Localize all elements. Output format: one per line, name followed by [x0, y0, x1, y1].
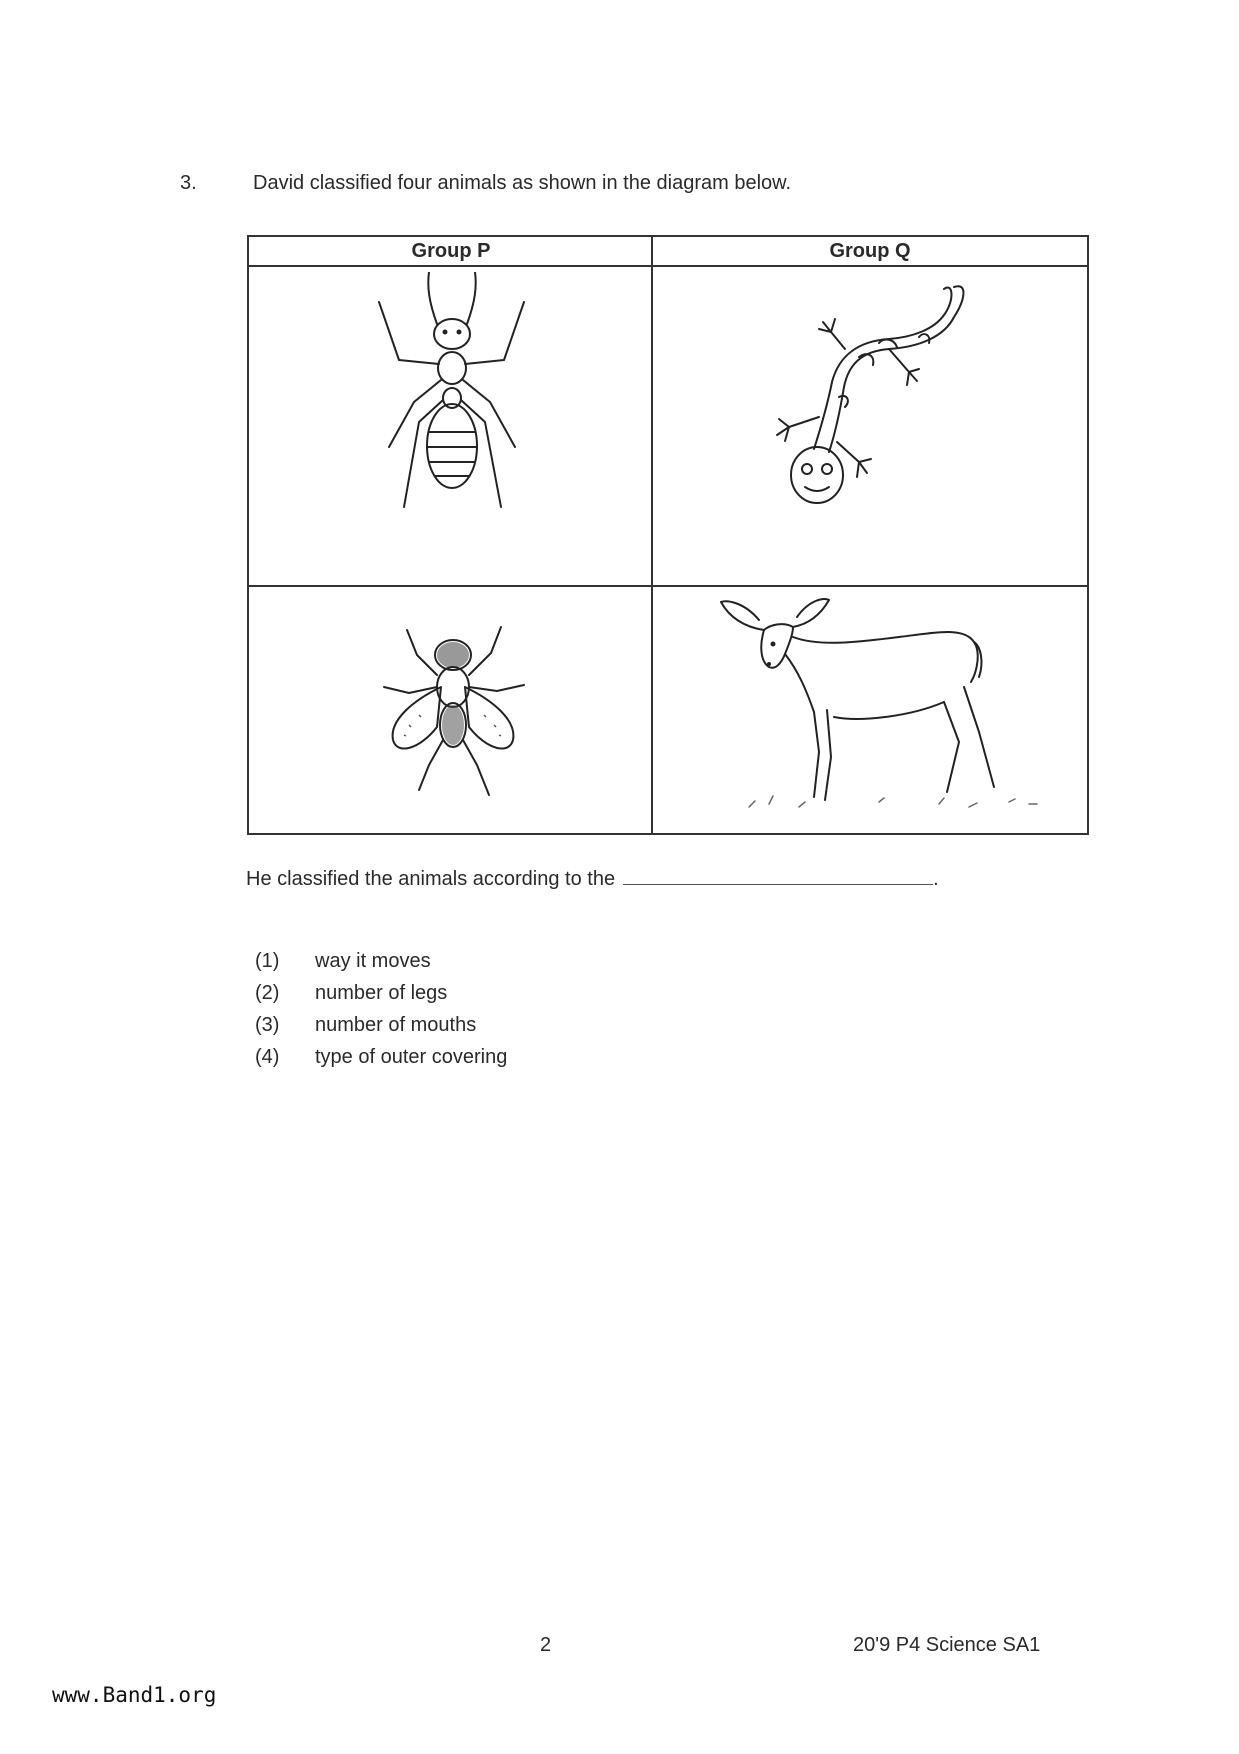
option-text: type of outer covering — [315, 1046, 508, 1068]
group-q-header: Group Q — [653, 237, 1087, 267]
ant-icon — [369, 272, 539, 512]
fly-cell — [379, 615, 529, 820]
fly-icon — [379, 615, 529, 815]
options-list — [255, 945, 507, 1073]
question-stem — [246, 868, 939, 891]
answer-blank — [623, 870, 933, 885]
option-text: number of mouths — [315, 1014, 477, 1036]
option-4 — [255, 1041, 507, 1073]
deer-cell — [709, 592, 1059, 832]
option-3 — [255, 1009, 507, 1041]
option-text: number of legs — [315, 982, 448, 1004]
ant-cell — [369, 272, 539, 517]
option-number: (4) — [255, 1046, 280, 1068]
salamander-cell — [759, 277, 979, 522]
option-text: way it moves — [315, 950, 431, 972]
page-number: 2 — [540, 1634, 552, 1656]
option-1 — [255, 945, 507, 977]
option-number: (3) — [255, 1014, 280, 1036]
table-divider-horizontal — [249, 585, 1087, 587]
question-text: David classified four animals as shown in the diagram below. — [253, 172, 792, 194]
option-number: (2) — [255, 982, 280, 1004]
group-p-header: Group P — [249, 237, 653, 267]
table-divider-vertical — [651, 237, 653, 833]
stem-end: . — [933, 868, 939, 890]
exam-label: 20'9 P4 Science SA1 — [853, 1634, 1041, 1656]
question-number: 3. — [180, 172, 197, 194]
classification-table — [247, 235, 1089, 835]
option-number: (1) — [255, 950, 280, 972]
watermark: www.Band1.org — [52, 1683, 217, 1707]
option-2 — [255, 977, 507, 1009]
stem-text: He classified the animals according to the — [246, 868, 616, 890]
salamander-icon — [759, 277, 979, 517]
deer-icon — [709, 592, 1059, 827]
